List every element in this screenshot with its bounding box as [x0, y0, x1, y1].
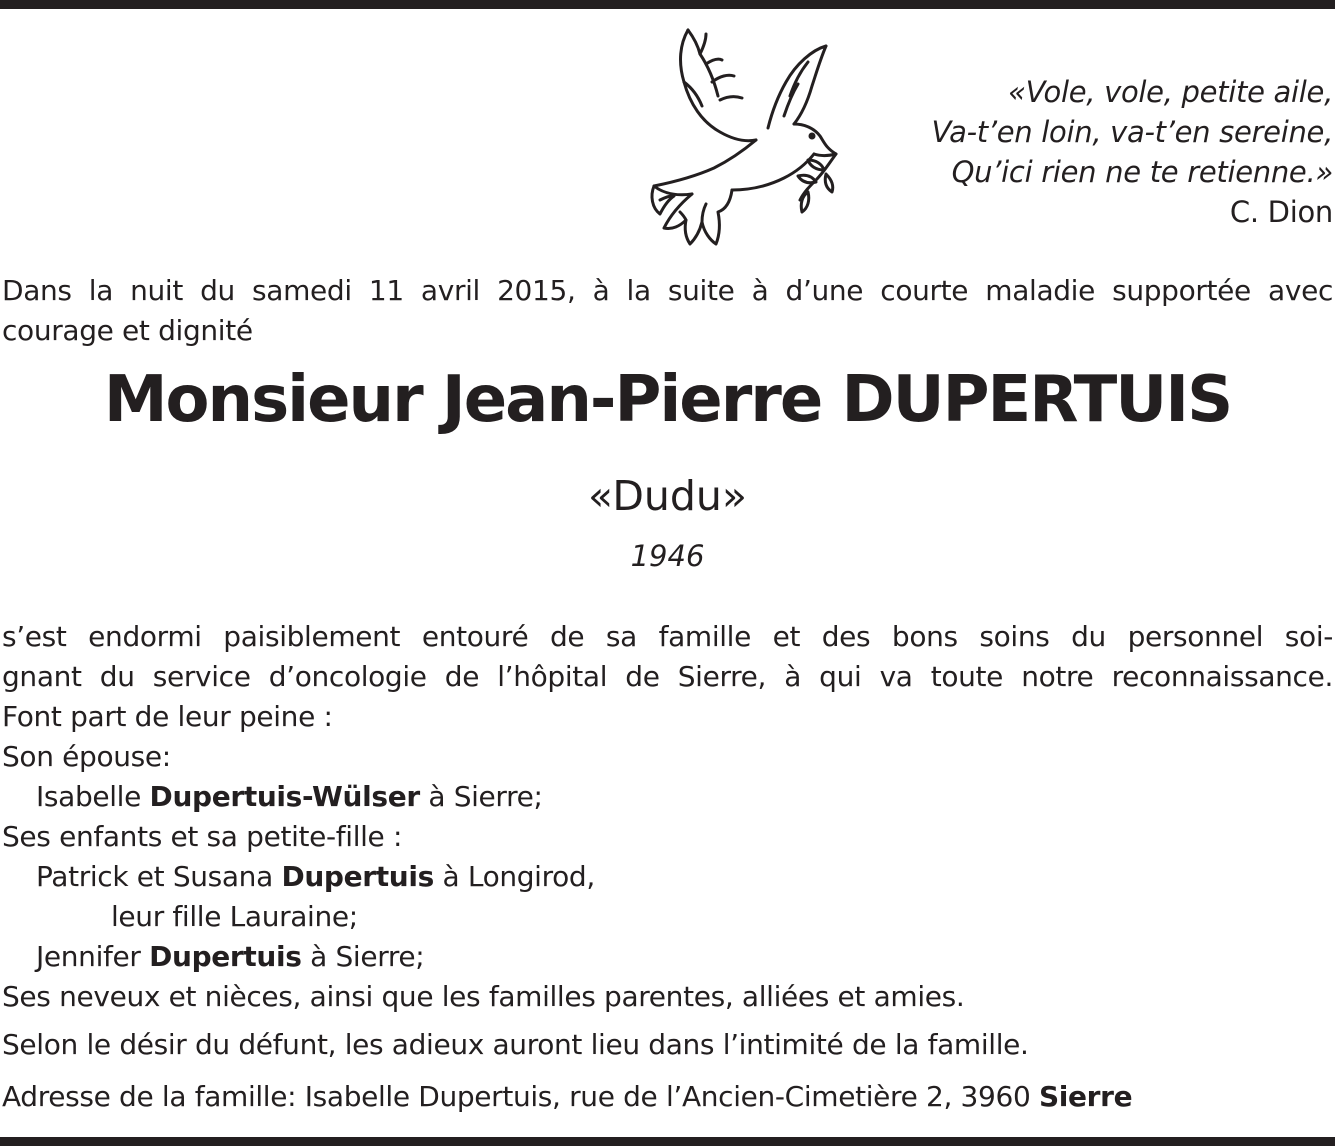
granddaughter-entry: leur fille Lauraine; — [111, 900, 358, 933]
deceased-name: Monsieur Jean-Pierre DUPERTUIS — [103, 363, 1232, 437]
spouse-first-name: Isabelle — [36, 780, 150, 813]
epigraph-quote — [931, 72, 1333, 232]
child-entry-1 — [2, 857, 1333, 897]
dove-icon — [640, 24, 850, 252]
body-line-1: s’est endormi paisiblement entouré de sa famille et des bons soins du personnel soi- — [2, 620, 1333, 653]
quote-line-2: Va-t’en loin, va-t’en sereine, — [931, 115, 1333, 149]
spouse-heading: Son épouse: — [2, 740, 171, 773]
child1-first-names: Patrick et Susana — [36, 860, 282, 893]
children-heading: Ses enfants et sa petite-fille : — [2, 820, 403, 853]
address-city: Sierre — [1038, 1080, 1133, 1113]
quote-author: C. Dion — [1229, 195, 1333, 229]
spouse-place: à Sierre; — [419, 780, 543, 813]
body-line-2: gnant du service d’oncologie de l’hôpital de Sierre, à qui va toute notre reconnaissance. — [2, 660, 1333, 693]
funeral-wish: Selon le désir du défunt, les adieux auront lieu dans l’intimité de la famille. — [2, 1028, 1029, 1061]
child-entry-2 — [2, 937, 1333, 977]
address-text: Adresse de la famille: Isabelle Dupertuis, rue de l’Ancien-Cimetière 2, 3960 — [2, 1080, 1039, 1113]
intro-line-1: Dans la nuit du samedi 11 avril 2015, à la suite à d’une courte maladie supportée avec — [2, 274, 1333, 307]
announcement-body — [2, 617, 1333, 1017]
quote-line-1: «Vole, vole, petite aile, — [1008, 75, 1333, 109]
announce-line: Font part de leur peine : — [2, 700, 333, 733]
birth-year: 1946 — [630, 539, 705, 573]
spouse-entry — [2, 777, 1333, 817]
child2-first-name: Jennifer — [36, 940, 150, 973]
relatives-line: Ses neveux et nièces, ainsi que les familles parentes, alliées et amies. — [2, 980, 965, 1013]
deceased-nickname: «Dudu» — [587, 472, 747, 520]
child2-last-name: Dupertuis — [149, 940, 302, 973]
top-rule — [0, 0, 1335, 9]
child1-last-name: Dupertuis — [281, 860, 434, 893]
quote-line-3: Qu’ici rien ne te retienne.» — [951, 155, 1333, 189]
intro-paragraph — [2, 271, 1333, 351]
bottom-rule — [0, 1137, 1335, 1146]
intro-line-2: courage et dignité — [2, 314, 253, 347]
child1-place: à Longirod, — [433, 860, 595, 893]
spouse-last-name: Dupertuis-Wülser — [149, 780, 420, 813]
child2-place: à Sierre; — [301, 940, 425, 973]
family-address — [2, 1077, 1333, 1117]
